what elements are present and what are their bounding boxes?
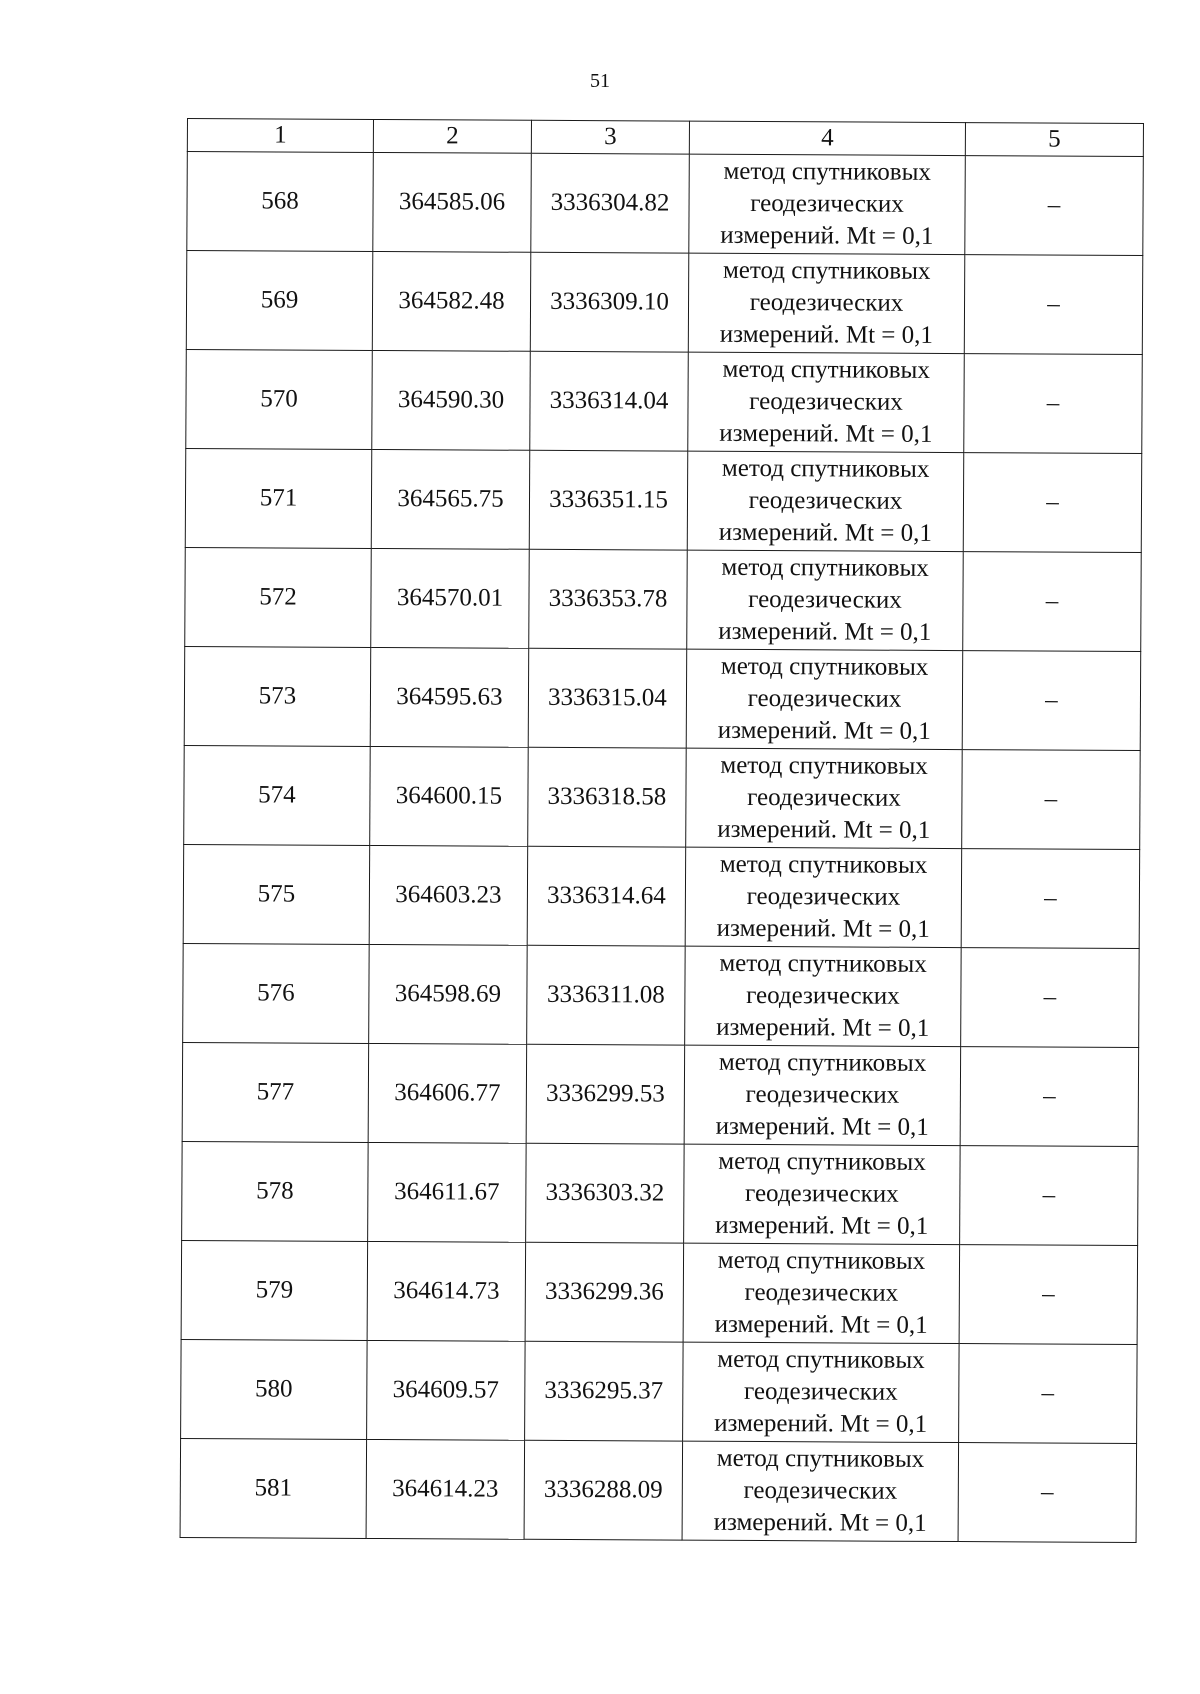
table-row bbox=[180, 1438, 1137, 1542]
x-coordinate-cell: 364598.69 bbox=[369, 944, 528, 1044]
method-line: геодезических bbox=[743, 1476, 898, 1505]
y-coordinate-cell: 3336304.82 bbox=[531, 153, 690, 253]
note-cell: – bbox=[960, 1146, 1139, 1246]
column-header: 4 bbox=[689, 121, 965, 155]
x-coordinate-cell: 364570.01 bbox=[371, 548, 530, 648]
column-header: 3 bbox=[531, 120, 689, 154]
point-number-cell: 570 bbox=[186, 349, 373, 449]
x-coordinate-cell: 364600.15 bbox=[370, 746, 529, 846]
x-coordinate-cell: 364614.73 bbox=[367, 1241, 526, 1341]
method-line: метод спутниковых bbox=[720, 652, 929, 681]
method-line: метод спутниковых bbox=[718, 1048, 927, 1077]
table-row bbox=[183, 943, 1140, 1047]
point-number-cell: 574 bbox=[184, 745, 371, 845]
table-row bbox=[184, 745, 1141, 849]
method-cell bbox=[685, 847, 962, 947]
method-line: геодезических bbox=[747, 684, 902, 713]
method-line: геодезических bbox=[746, 882, 901, 911]
method-line: измерений. Mt = 0,1 bbox=[713, 1508, 927, 1537]
note-cell: – bbox=[960, 1047, 1139, 1147]
method-line: геодезических bbox=[748, 486, 903, 515]
method-line: геодезических bbox=[749, 387, 903, 416]
point-number-cell: 578 bbox=[182, 1141, 369, 1241]
note-cell: – bbox=[962, 750, 1141, 850]
method-line: метод спутниковых bbox=[716, 1444, 925, 1473]
method-line: измерений. Mt = 0,1 bbox=[719, 320, 933, 349]
point-number-cell: 575 bbox=[183, 844, 370, 944]
point-number-cell: 572 bbox=[185, 547, 372, 647]
x-coordinate-cell: 364590.30 bbox=[372, 350, 531, 450]
x-coordinate-cell: 364606.77 bbox=[368, 1043, 527, 1143]
y-coordinate-cell: 3336314.64 bbox=[527, 846, 686, 946]
y-coordinate-cell: 3336295.37 bbox=[525, 1341, 684, 1441]
point-number-cell: 569 bbox=[186, 251, 373, 351]
note-cell: – bbox=[961, 849, 1140, 949]
method-line: метод спутниковых bbox=[717, 1246, 926, 1275]
x-coordinate-cell: 364565.75 bbox=[371, 449, 530, 549]
method-cell bbox=[688, 253, 965, 353]
x-coordinate-cell: 364582.48 bbox=[372, 251, 531, 351]
method-line: метод спутниковых bbox=[717, 1345, 925, 1374]
point-number-cell: 577 bbox=[182, 1042, 369, 1142]
point-number-cell: 581 bbox=[180, 1438, 367, 1538]
method-line: геодезических bbox=[743, 1377, 898, 1406]
method-line: геодезических bbox=[745, 1179, 899, 1208]
note-cell: – bbox=[964, 354, 1143, 454]
table-row bbox=[181, 1339, 1138, 1443]
table-row bbox=[184, 646, 1141, 750]
point-number-cell: 568 bbox=[187, 152, 374, 252]
x-coordinate-cell: 364603.23 bbox=[369, 845, 528, 945]
note-cell: – bbox=[963, 453, 1142, 553]
y-coordinate-cell: 3336299.36 bbox=[525, 1242, 684, 1342]
method-line: измерений. Mt = 0,1 bbox=[714, 1310, 928, 1339]
note-cell: – bbox=[958, 1443, 1137, 1543]
y-coordinate-cell: 3336314.04 bbox=[530, 351, 689, 451]
method-line: измерений. Mt = 0,1 bbox=[718, 518, 932, 547]
method-line: метод спутниковых bbox=[719, 850, 928, 879]
method-cell bbox=[684, 1144, 961, 1244]
note-cell: – bbox=[961, 948, 1140, 1048]
method-cell bbox=[687, 550, 964, 650]
method-line: измерений. Mt = 0,1 bbox=[714, 1409, 928, 1438]
note-cell: – bbox=[959, 1344, 1138, 1444]
method-line: геодезических bbox=[747, 783, 901, 812]
x-coordinate-cell: 364585.06 bbox=[373, 152, 532, 252]
table-row bbox=[182, 1141, 1139, 1245]
x-coordinate-cell: 364611.67 bbox=[368, 1142, 527, 1242]
y-coordinate-cell: 3336299.53 bbox=[526, 1044, 685, 1144]
note-cell: – bbox=[963, 552, 1142, 652]
method-line: метод спутниковых bbox=[719, 949, 927, 978]
method-line: геодезических bbox=[744, 1278, 899, 1307]
method-line: метод спутниковых bbox=[722, 355, 930, 384]
method-line: метод спутниковых bbox=[722, 256, 931, 285]
note-cell: – bbox=[962, 651, 1141, 751]
table-row bbox=[183, 844, 1140, 948]
table-row bbox=[185, 547, 1142, 651]
method-cell bbox=[683, 1243, 960, 1343]
method-line: измерений. Mt = 0,1 bbox=[720, 221, 934, 250]
method-cell bbox=[684, 1045, 961, 1145]
method-line: геодезических bbox=[746, 981, 900, 1010]
point-number-cell: 573 bbox=[184, 646, 371, 746]
point-number-cell: 580 bbox=[181, 1339, 368, 1439]
note-cell: – bbox=[959, 1245, 1138, 1345]
method-line: измерений. Mt = 0,1 bbox=[718, 617, 932, 646]
note-cell: – bbox=[964, 255, 1143, 355]
method-line: метод спутниковых bbox=[720, 751, 928, 780]
method-line: геодезических bbox=[750, 189, 904, 218]
method-line: измерений. Mt = 0,1 bbox=[715, 1112, 929, 1141]
method-cell bbox=[689, 154, 966, 254]
y-coordinate-cell: 3336303.32 bbox=[526, 1143, 685, 1243]
y-coordinate-cell: 3336309.10 bbox=[530, 252, 689, 352]
x-coordinate-cell: 364609.57 bbox=[367, 1340, 526, 1440]
method-line: геодезических bbox=[748, 585, 902, 614]
method-cell bbox=[685, 946, 962, 1046]
y-coordinate-cell: 3336353.78 bbox=[529, 549, 688, 649]
method-line: геодезических bbox=[749, 288, 904, 317]
y-coordinate-cell: 3336351.15 bbox=[529, 450, 688, 550]
table-row bbox=[182, 1042, 1139, 1146]
method-line: измерений. Mt = 0,1 bbox=[719, 419, 933, 448]
method-line: измерений. Mt = 0,1 bbox=[716, 1013, 930, 1042]
column-header: 1 bbox=[187, 119, 373, 153]
x-coordinate-cell: 364595.63 bbox=[370, 647, 529, 747]
y-coordinate-cell: 3336318.58 bbox=[528, 747, 687, 847]
table-body bbox=[180, 152, 1143, 1543]
method-line: геодезических bbox=[745, 1080, 900, 1109]
method-line: измерений. Mt = 0,1 bbox=[715, 1211, 929, 1240]
y-coordinate-cell: 3336311.08 bbox=[527, 945, 686, 1045]
method-line: метод спутниковых bbox=[723, 157, 931, 186]
method-line: измерений. Mt = 0,1 bbox=[717, 815, 931, 844]
table-row bbox=[181, 1240, 1138, 1344]
method-line: метод спутниковых bbox=[718, 1147, 926, 1176]
method-line: метод спутниковых bbox=[721, 553, 929, 582]
method-line: измерений. Mt = 0,1 bbox=[716, 914, 930, 943]
method-line: метод спутниковых bbox=[721, 454, 930, 483]
y-coordinate-cell: 3336288.09 bbox=[524, 1440, 683, 1540]
table-row bbox=[187, 152, 1144, 256]
table-header-row bbox=[187, 119, 1143, 157]
point-number-cell: 579 bbox=[181, 1240, 368, 1340]
point-number-cell: 571 bbox=[185, 448, 372, 548]
method-cell bbox=[687, 451, 964, 551]
method-cell bbox=[688, 352, 965, 452]
column-header: 2 bbox=[373, 119, 531, 153]
method-cell bbox=[682, 1441, 959, 1541]
method-cell bbox=[683, 1342, 960, 1442]
y-coordinate-cell: 3336315.04 bbox=[528, 648, 687, 748]
table-row bbox=[186, 349, 1143, 453]
x-coordinate-cell: 364614.23 bbox=[366, 1439, 525, 1539]
method-line: измерений. Mt = 0,1 bbox=[717, 716, 931, 745]
page-number: 51 bbox=[590, 70, 610, 92]
coordinates-table bbox=[180, 118, 1144, 1543]
column-header: 5 bbox=[965, 123, 1143, 157]
point-number-cell: 576 bbox=[183, 943, 370, 1043]
table-row bbox=[185, 448, 1142, 552]
method-cell bbox=[686, 649, 963, 749]
note-cell: – bbox=[965, 156, 1144, 256]
table-row bbox=[186, 251, 1143, 355]
method-cell bbox=[686, 748, 963, 848]
